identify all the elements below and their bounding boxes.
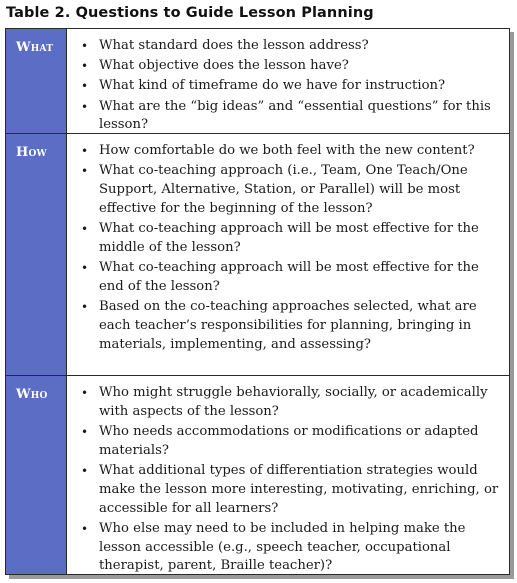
row-body-how bbox=[67, 134, 509, 375]
list-item: • What kind of timeframe do we have for instruction? bbox=[67, 77, 509, 96]
list-item: • Who needs accommodations or modifications or adapted materials? bbox=[81, 423, 479, 458]
table-row-how bbox=[6, 134, 509, 376]
row-header-how bbox=[6, 134, 67, 375]
row-body-who bbox=[67, 376, 509, 574]
bullet-icon: • bbox=[81, 59, 89, 74]
list-item: • What standard does the lesson address? bbox=[67, 37, 509, 56]
row-label-who: Who bbox=[16, 387, 48, 402]
bullet-icon: • bbox=[81, 463, 89, 478]
bullet-icon: • bbox=[81, 79, 89, 94]
bullet-icon: • bbox=[81, 221, 89, 236]
bullet-icon: • bbox=[81, 299, 89, 314]
table-row-who bbox=[6, 376, 509, 574]
bullet-icon: • bbox=[81, 424, 89, 439]
row-body-what bbox=[67, 29, 509, 133]
table-row-what bbox=[6, 29, 509, 134]
lesson-planning-table bbox=[5, 28, 510, 575]
question-list-what bbox=[67, 37, 509, 137]
row-header-who bbox=[6, 376, 67, 574]
list-item: • What objective does the lesson have? bbox=[67, 57, 509, 76]
list-item: • What additional types of differentiation strategies would make the lesson more interesting, motivating, enriching, or accessible for all learners? bbox=[81, 462, 499, 516]
bullet-icon: • bbox=[81, 386, 89, 400]
bullet-icon: • bbox=[81, 39, 89, 53]
question-list-how bbox=[67, 142, 509, 356]
list-item: • What are the “big ideas” and “essential questions” for this lesson? bbox=[81, 98, 491, 133]
list-item: • How comfortable do we both feel with the new content? bbox=[67, 142, 509, 161]
bullet-icon: • bbox=[81, 521, 89, 536]
list-item: • Who might struggle behaviorally, socially, or academically with aspects of the lesson? bbox=[81, 385, 488, 419]
row-label-how: How bbox=[16, 145, 47, 160]
question-list-who bbox=[67, 384, 509, 578]
row-header-what bbox=[6, 29, 67, 133]
bullet-icon: • bbox=[81, 144, 89, 158]
bullet-icon: • bbox=[81, 260, 89, 275]
list-item: • Based on the co-teaching approaches selected, what are each teacher’s responsibilities for planning, bringing in materials, implementing, and assessing? bbox=[81, 298, 477, 352]
row-label-what: What bbox=[16, 40, 54, 55]
bullet-icon: • bbox=[81, 99, 89, 114]
list-item: • What co-teaching approach (i.e., Team, One Teach/One Support, Alternative, Station, or Parallel) will be most effective for the beginning of the lesson? bbox=[81, 163, 468, 216]
table-caption: Table 2. Questions to Guide Lesson Planning bbox=[6, 5, 374, 21]
bullet-icon: • bbox=[81, 164, 89, 179]
list-item: • What co-teaching approach will be most effective for the end of the lesson? bbox=[81, 259, 479, 294]
list-item: • Who else may need to be included in helping make the lesson accessible (e.g., speech teacher, occupational therapist, parent, Braille teacher)? bbox=[81, 520, 466, 574]
list-item: • What co-teaching approach will be most effective for the middle of the lesson? bbox=[81, 220, 479, 255]
